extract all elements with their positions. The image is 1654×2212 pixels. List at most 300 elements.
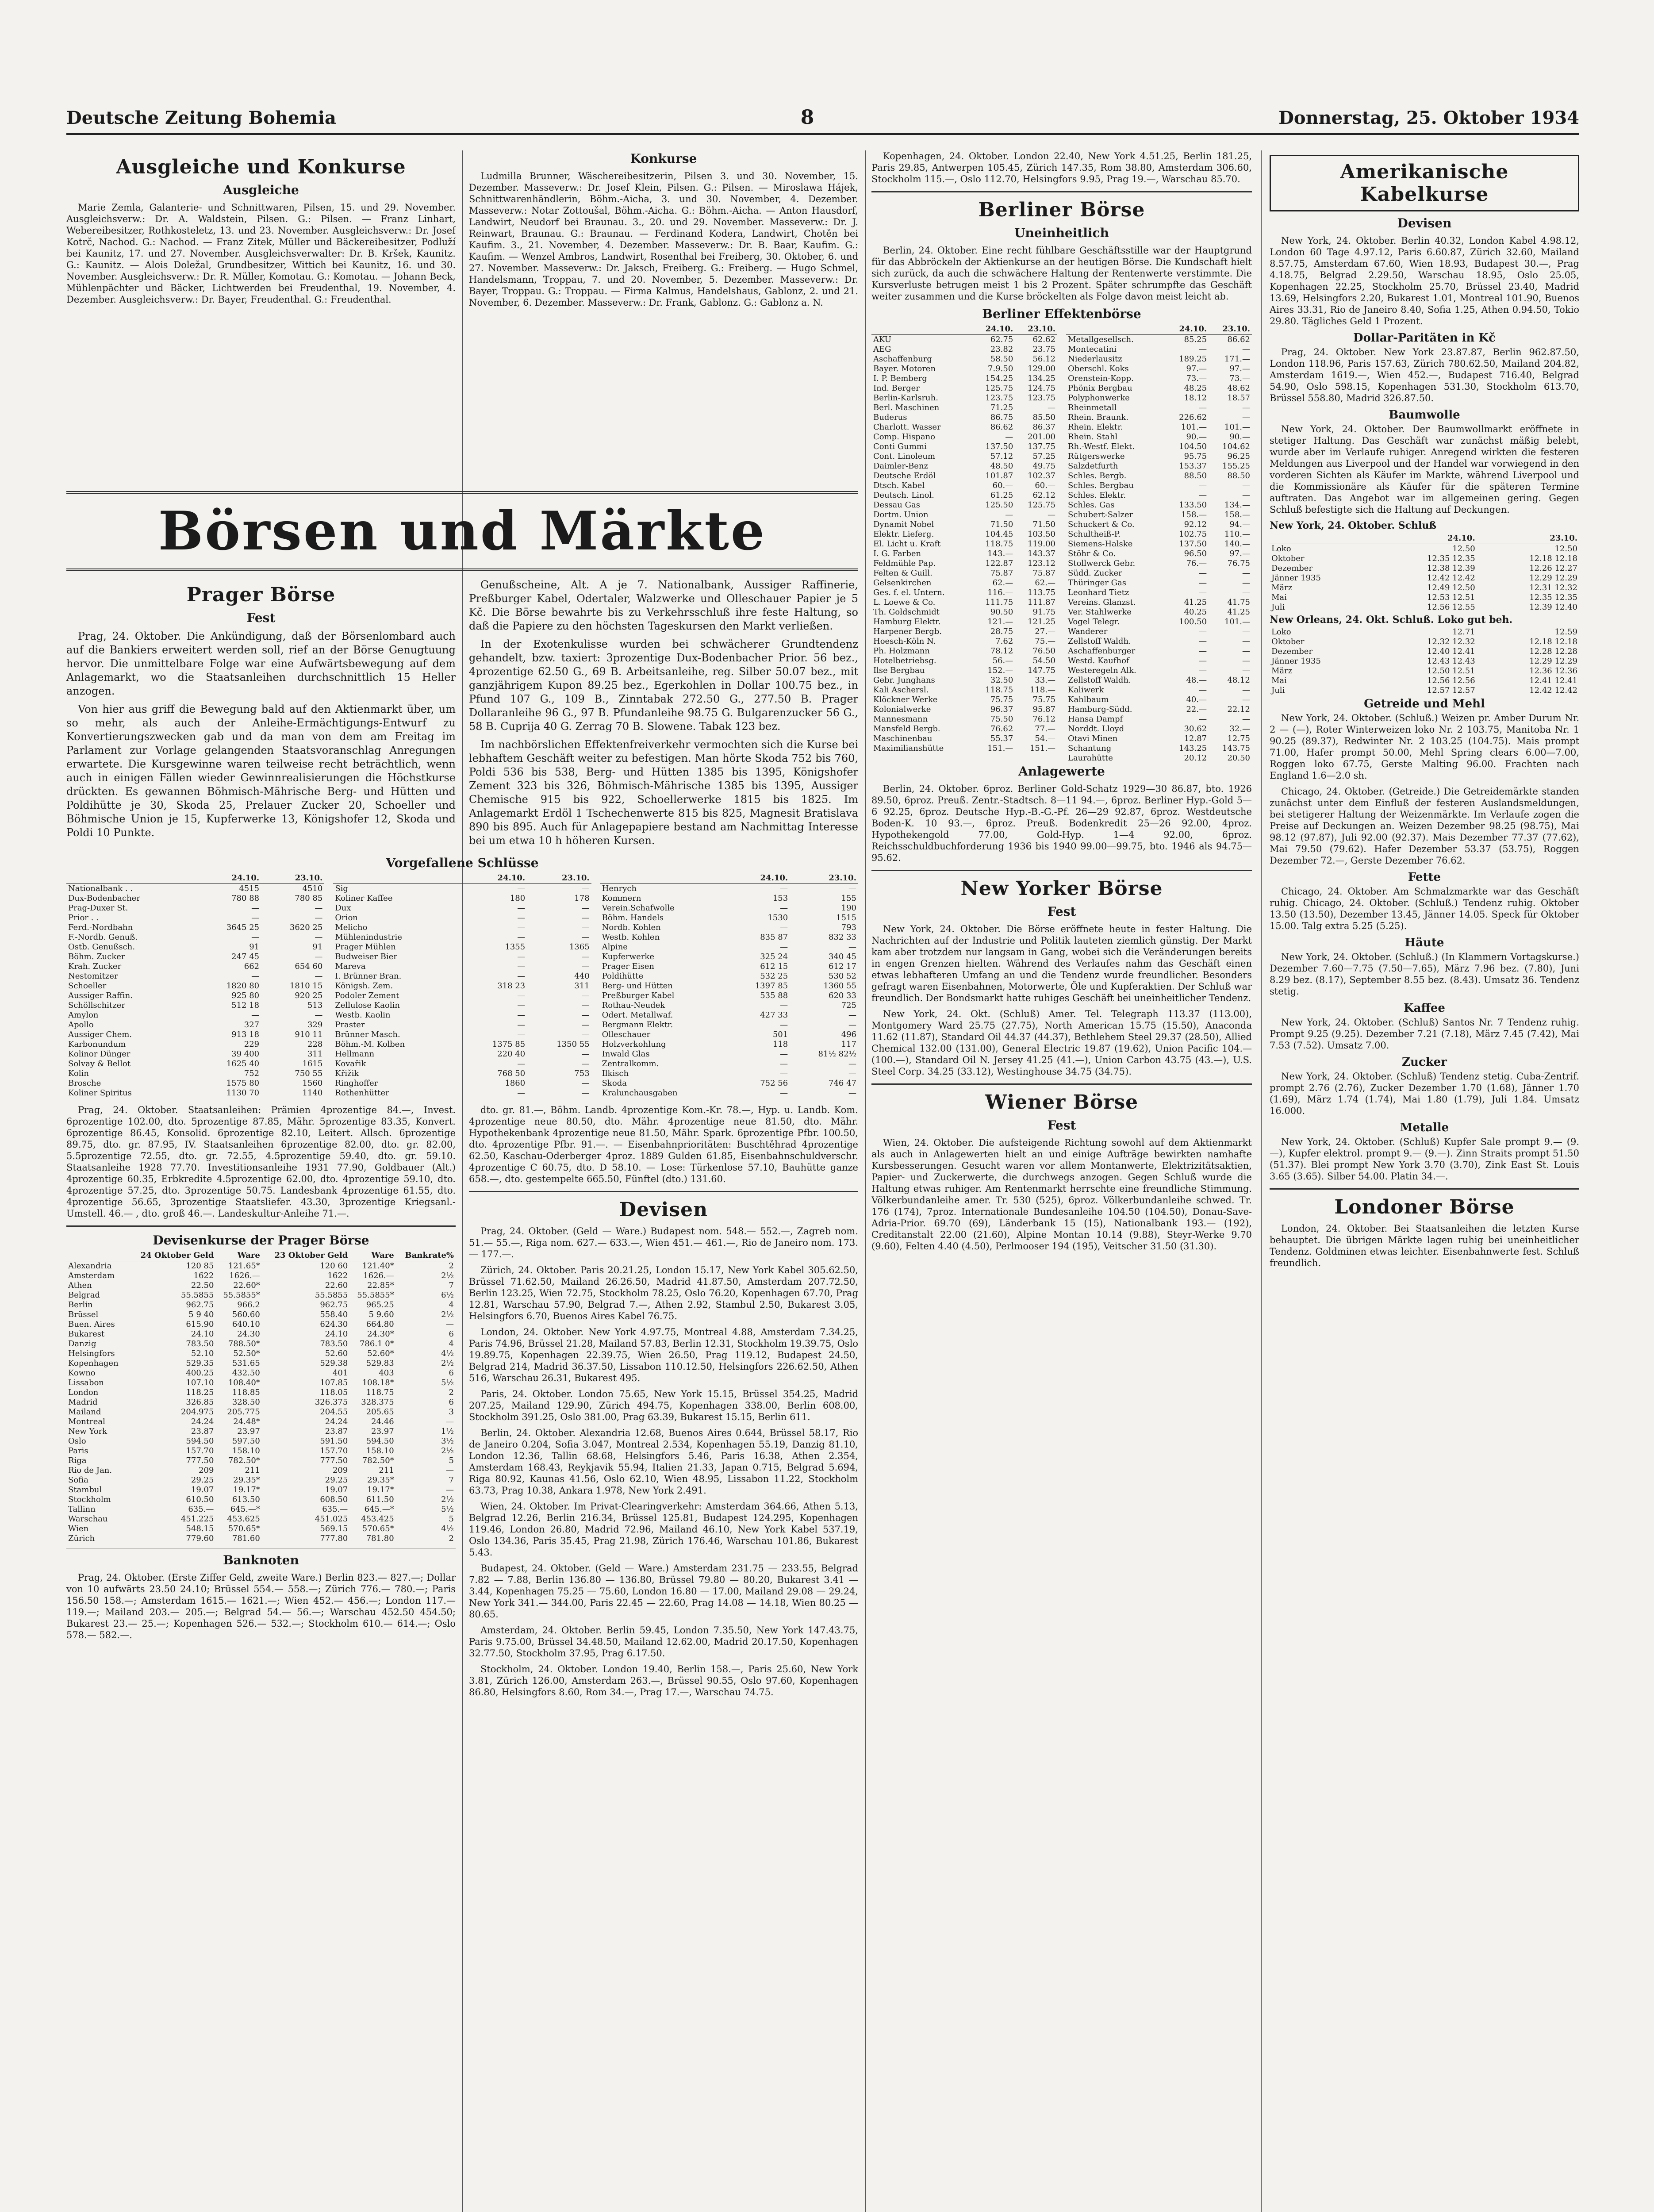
table-cell: 529.83 [366, 1359, 394, 1368]
table-cell: — [1199, 627, 1207, 636]
table-cell: 153 [772, 894, 788, 903]
table-cell: — [780, 1049, 788, 1059]
table-cell: Sig [335, 884, 348, 893]
table-cell: 137.50 [1179, 539, 1207, 549]
table-cell: 209 [332, 1466, 348, 1475]
table-cell: 118.75 [366, 1388, 394, 1397]
table-row [871, 685, 1057, 695]
table-cell: Maximilianshütte [873, 744, 944, 753]
table-cell: 107.10 [186, 1378, 214, 1387]
table-cell: — [1242, 685, 1250, 695]
table-row [871, 413, 1057, 422]
table-cell: 118.— [1029, 685, 1055, 695]
table-cell: Kolonialwerke [873, 705, 931, 714]
table-cell: 134.25 [1028, 374, 1055, 383]
table-row [333, 933, 591, 942]
table-header-row [1066, 324, 1252, 335]
table-cell: 78.12 [990, 646, 1013, 656]
table-cell: 12.36 12.36 [1529, 666, 1577, 676]
table-cell: — [315, 913, 323, 922]
table-row [600, 1079, 858, 1088]
table-cell: Westb. Kohlen [602, 933, 660, 942]
table-cell: Königsh. Zem. [335, 981, 393, 991]
table-cell: Helsingfors [68, 1349, 115, 1358]
table-cell: 97.— [1229, 549, 1250, 558]
table-cell: 1140 [302, 1088, 323, 1098]
table-cell: 88.50 [1184, 471, 1207, 480]
table-cell: Belgrad [68, 1290, 100, 1300]
table-header-cell [600, 873, 730, 884]
table-cell: Stollwerck Gebr. [1068, 559, 1136, 568]
table-row [600, 1001, 858, 1010]
table-cell: 570.65* [362, 1524, 394, 1533]
table-cell: 1626.— [229, 1271, 260, 1280]
table-cell: 110.— [1224, 530, 1250, 539]
table-cell: 610.50 [186, 1495, 214, 1504]
table-cell: — [780, 1020, 788, 1029]
table-cell: L. Loewe & Co. [873, 598, 936, 607]
table-cell: Nordb. Kohlen [602, 923, 661, 932]
table-row [1066, 676, 1252, 685]
table-cell: Dux [335, 903, 351, 913]
table-row [600, 1049, 858, 1059]
table-cell: — [517, 991, 526, 1000]
table-cell: I. Brünner Bran. [335, 972, 402, 981]
table-cell: 624.30 [320, 1320, 348, 1329]
table-cell: 86.62 [1227, 335, 1250, 344]
column-rule [865, 150, 866, 2212]
table-cell: März [1271, 583, 1293, 592]
table-cell: 95.75 [1184, 452, 1207, 461]
table-cell: Karbonundum [68, 1040, 126, 1049]
table-cell: 1622 [327, 1271, 348, 1280]
table-header-cell [871, 324, 973, 335]
table-row [66, 1388, 456, 1398]
table-cell: 228 [307, 1040, 323, 1049]
table-row [600, 1010, 858, 1020]
article-prager-4: In der Exotenkulisse wurden bei schwächerer Grundtendenz gehandelt, bzw. taxiert: 3prozentige Dux-Bodenbacher Prior. 56 bez., 4prozentige 62.50 G., 69 B. Arbeitsanleihe, reg. Silber 50.07 bez., mit ganzjährigem Kupon 89.25 bez., Egerkohlen in Dollar 100.75 bez., in Pfund 107 G., 109 B., Zinntabak 272.50 G., 277.50 B. Prager Dollaranleihe 96 G., 97 B. Pfundanleihe 98.75 G. Bulgarenzucker 56 G., 58 B. Cuprija 40 G. Zerrag 70 B. Slowene. Tabak 123 bez. [469, 638, 858, 733]
table-header-cell: 23.10. [261, 873, 324, 884]
table-row [66, 884, 324, 894]
table-cell: 158.— [1181, 510, 1207, 519]
table-cell: 107.85 [320, 1378, 348, 1387]
table-row [1066, 714, 1252, 724]
table-cell: Poldihütte [602, 972, 644, 981]
table-row [333, 1040, 591, 1049]
table-cell: 401 [332, 1368, 348, 1378]
table-cell: 12.87 [1184, 734, 1207, 743]
table-cell: 57.25 [1032, 452, 1055, 461]
table-row [1066, 345, 1252, 354]
table-cell: 453.625 [227, 1514, 260, 1524]
table-cell: 782.50* [362, 1456, 394, 1465]
table-row [600, 1030, 858, 1040]
article-newyork-kurse: New York, 24. Okt. (Schluß) Amer. Tel. Telegraph 113.37 (113.00), Montgomery Ward 25.75 (27.75), North American 15.75 (15.50), Anaconda 11.62 (11.87), Standard Oil 44.37 (44.37), Bethlehem Steel 29.37 (28.50), Allied Chemical 132.00 (131.00), General Electric 19.87 (19.62), Union Pacific 104.— (100.—), Standard Oil N. Jersey 41.25 (41.—), Union Carbon 43.75 (43.—), U.S. Steel Corp. 34.25 (33.12), Westinghouse 34.75 (34.75). [871, 1009, 1252, 1077]
table-cell: 62.— [1035, 578, 1055, 588]
table-row [600, 923, 858, 933]
table-cell: — [848, 1069, 856, 1078]
table-cell: 3 [449, 1407, 454, 1417]
table-cell: 4½ [441, 1349, 454, 1358]
table-cell: — [1199, 637, 1207, 646]
table-cell: 529.35 [186, 1359, 214, 1368]
table-cell: Buderus [873, 413, 907, 422]
table-row [333, 981, 591, 991]
table-cell: Hamburg-Südd. [1068, 705, 1132, 714]
table-cell: 752 [244, 1069, 260, 1078]
table-row [871, 617, 1057, 627]
table-row [66, 1456, 456, 1466]
table-cell: — [581, 903, 590, 913]
table-cell: 55.5855 [315, 1290, 348, 1300]
table-row [66, 1310, 456, 1320]
table-cell: — [581, 991, 590, 1000]
table-cell: — [1242, 403, 1250, 412]
table-cell: 6 [449, 1329, 454, 1339]
table-header-row [66, 873, 324, 884]
table-cell: 102.75 [1179, 530, 1207, 539]
table-cell: 58.50 [990, 354, 1013, 364]
table-cell: — [251, 972, 260, 981]
prager-boerse-right [469, 578, 858, 852]
article-haeute: New York, 24. Oktober. (Schluß.) (In Klammern Vortagskurse.) Dezember 7.60—7.75 (7.50—7.65), März 7.96 bez. (7.80), Juni 8.29 bez. (8.17), September 8.55 bez. (8.43). Umsatz 36. Tendenz stetig. [1270, 952, 1579, 997]
table-cell: 12.53 12.51 [1427, 593, 1475, 602]
table-cell: Zentralkomm. [602, 1059, 659, 1068]
dollar-title: Dollar-Paritäten in Kč [1353, 331, 1496, 345]
table-cell: — [848, 884, 856, 893]
table-row [1066, 568, 1252, 578]
table-header-row [333, 873, 591, 884]
table-cell: London [68, 1388, 99, 1397]
table-cell: Böhm.-M. Kolben [335, 1040, 405, 1049]
table-cell: — [581, 1010, 590, 1020]
table-cell: Rothau-Neudek [602, 1001, 665, 1010]
table-cell: 645.—* [230, 1505, 260, 1514]
table-cell: Juli [1271, 686, 1285, 695]
table-cell: 12.35 12.35 [1529, 593, 1577, 602]
table-cell: Schoeller [68, 981, 107, 991]
table-cell: Amylon [68, 1010, 99, 1020]
table-cell: 60.— [1035, 481, 1055, 490]
table-row [66, 1359, 456, 1368]
table-cell: Ilse Bergbau [873, 666, 925, 675]
effekten-title: Berliner Effektenbörse [982, 307, 1141, 321]
table-cell: 5½ [441, 1505, 454, 1514]
table-cell: 122.87 [985, 559, 1013, 568]
table-cell: — [780, 1069, 788, 1078]
table-cell: 119.00 [1028, 539, 1055, 549]
table-cell: 2½ [441, 1495, 454, 1504]
table-cell: 48.50 [990, 461, 1013, 471]
table-cell: — [517, 1088, 526, 1098]
table-cell: 81½ 82½ [818, 1049, 856, 1059]
kaffee-title: Kaffee [1404, 1002, 1445, 1015]
table-cell: 1820 80 [226, 981, 260, 991]
table-row [1270, 686, 1579, 695]
bw-table-title: New York, 24. Oktober. Schluß [1270, 520, 1437, 531]
section-sub-prager: Fest [246, 611, 276, 625]
table-row [1066, 335, 1252, 345]
table-cell: 143.75 [1222, 744, 1250, 753]
table-cell: 189.25 [1179, 354, 1207, 364]
table-row [66, 1059, 324, 1069]
table-cell: 781.80 [366, 1534, 394, 1543]
table-cell: 3620 25 [289, 923, 323, 932]
table-cell: — [1242, 656, 1250, 665]
table-row [333, 1030, 591, 1040]
table-cell: 1375 85 [492, 1040, 526, 1049]
table-cell: Buen. Aires [68, 1320, 115, 1329]
table-cell: 24.10 [325, 1329, 348, 1339]
table-cell: Nationalbank . . [68, 884, 133, 893]
lower-left [66, 1104, 456, 1702]
table-cell: Solvay & Bellot [68, 1059, 130, 1068]
fette-title: Fette [1408, 871, 1441, 884]
table-header-cell: Bankrate% [396, 1250, 456, 1261]
table-cell: Hotelbetriebsg. [873, 656, 936, 665]
table-row [66, 1079, 324, 1088]
table-cell: Oberschl. Koks [1068, 364, 1129, 373]
table-cell: 155.25 [1222, 461, 1250, 471]
table-row [600, 884, 858, 894]
table-cell: 180 [510, 894, 526, 903]
table-cell: 328.50 [232, 1398, 260, 1407]
table-cell: 41.25 [1184, 598, 1207, 607]
table-cell: Th. Goldschmidt [873, 607, 940, 617]
table-vorgefallene-c [600, 873, 858, 1098]
table-cell: Skoda [602, 1079, 627, 1088]
table-cell: 90.— [1186, 432, 1207, 442]
table-cell: — [251, 903, 260, 913]
table-cell: Prager Mühlen [335, 942, 396, 952]
table-cell: 28.75 [990, 627, 1013, 636]
table-cell: Berg- und Hütten [602, 981, 673, 991]
table-cell: 24.30* [367, 1329, 394, 1339]
table-cell: 12.49 12.50 [1427, 583, 1475, 592]
table-cell: Alpine [602, 942, 628, 952]
table-cell: Phönix Bergbau [1068, 384, 1132, 393]
table-cell: — [1242, 714, 1250, 724]
table-cell: Aschaffenburger [1068, 646, 1136, 656]
table-row [1066, 539, 1252, 549]
table-cell: 121.40* [362, 1261, 394, 1271]
table-cell: 12.29 12.29 [1529, 657, 1577, 666]
table-cell: Rothenhütter [335, 1088, 389, 1098]
table-cell: 4515 [239, 884, 260, 893]
haeute-title: Häute [1405, 936, 1444, 949]
table-cell: 158.10 [366, 1446, 394, 1455]
table-row [600, 913, 858, 923]
table-cell: 62.75 [990, 335, 1013, 344]
section-title-devisen: Devisen [619, 1198, 708, 1221]
table-cell: 91 [249, 942, 260, 952]
table-cell: 12.42 12.42 [1427, 573, 1475, 583]
table-cell: 725 [841, 1001, 856, 1010]
table-devisenkurse [66, 1250, 456, 1544]
table-row [66, 894, 324, 903]
table-row [1270, 593, 1579, 603]
table-cell: 140.— [1224, 539, 1250, 549]
table-cell: Dezember [1271, 647, 1313, 656]
table-row [1270, 544, 1579, 554]
table-row [1066, 656, 1252, 666]
table-header-cell [333, 873, 462, 884]
table-cell: 157.70 [186, 1446, 214, 1455]
section-title-wiener: Wiener Börse [985, 1091, 1139, 1114]
table-cell: Inwald Glas [602, 1049, 650, 1059]
table-cell: 75.75 [1032, 695, 1055, 704]
table-cell: 12.26 12.27 [1529, 564, 1577, 573]
table-cell: — [848, 1088, 856, 1098]
table-cell: 56.12 [1032, 354, 1055, 364]
section-sub-berliner: Uneinheitlich [1014, 226, 1109, 240]
table-cell: 32.— [1229, 724, 1250, 733]
table-cell: — [581, 1049, 590, 1059]
table-cell: Oktober [1271, 637, 1305, 646]
table-cell: Daimler-Benz [873, 461, 929, 471]
table-cell: Kupferwerke [602, 952, 654, 961]
table-cell: 111.87 [1028, 598, 1055, 607]
table-cell: — [517, 952, 526, 961]
table-cell: 835 87 [760, 933, 788, 942]
table-cell: 2 [449, 1388, 454, 1397]
table-cell: 209 [199, 1466, 214, 1475]
article-baumwolle: New York, 24. Oktober. Der Baumwollmarkt eröffnete in stetiger Haltung. Das Geschäft war zunächst mäßig belebt, wurde aber im Verlaufe ruhiger. Anregend wirkten die festeren Meldungen aus Liverpool und der Handel war vorwiegend in den vorderen Sichten als Käufer im Markte, während Liverpool und die Kommissionäre als Käufer für die späteren Termine auftraten. Das Angebot war im allgemeinen gering. Gegen Schluß befestigte sich die Haltung auf Deckungen. [1270, 424, 1579, 515]
table-row [871, 607, 1057, 617]
table-row [871, 734, 1057, 744]
table-cell: 12.75 [1227, 734, 1250, 743]
article-prager-5: Im nachbörslichen Effektenfreiverkehr vermochten sich die Kurse bei lebhaftem Geschäft weiter zu befestigen. Man hörte Skoda 752 bis 760, Poldi 536 bis 538, Berg- und Hütten 1385 bis 1395, Königshofer Zement 323 bis 326, Böhmisch-Mährische 1385 bis 1395, Aussiger Chemische 915 bis 922, Schoellerwerke 1815 bis 1825. Im Anlagemarkt Erdöl 1 Tschechenwerte 815 bis 825, Magnesit Bratislava 890 bis 895. Auch für Anlagepapiere bestand am Nachmittag Interesse bei um etwa 10 h höheren Kursen. [469, 738, 858, 847]
table-cell: 123.12 [1028, 559, 1055, 568]
table-cell: Krah. Zucker [68, 962, 122, 971]
table-cell: 920 25 [295, 991, 323, 1000]
table-row [1270, 647, 1579, 657]
table-row [1066, 724, 1252, 734]
table-row [333, 1049, 591, 1059]
table-cell: — [780, 1088, 788, 1098]
table-cell: 61.25 [990, 491, 1013, 500]
table-baumwolle-no [1270, 627, 1579, 695]
table-cell: 96.37 [990, 705, 1013, 714]
table-cell: 134.— [1224, 500, 1250, 510]
table-cell: 33.— [1035, 676, 1055, 685]
table-cell: 118.25 [186, 1388, 214, 1397]
table-row [1066, 666, 1252, 676]
table-row [871, 432, 1057, 442]
table-cell: Odert. Metallwaf. [602, 1010, 673, 1020]
table-cell: Riga [68, 1456, 87, 1465]
divider [1270, 1188, 1579, 1190]
table-row [871, 500, 1057, 510]
table-cell: 54.50 [1032, 656, 1055, 665]
table-cell: Warschau [68, 1514, 108, 1524]
table-cell: — [1242, 666, 1250, 675]
table-cell: 120 85 [186, 1261, 214, 1271]
table-row [66, 913, 324, 923]
table-row [1270, 666, 1579, 676]
table-cell: 1575 80 [226, 1079, 260, 1088]
table-cell: Praster [335, 1020, 365, 1029]
table-cell: Dezember [1271, 564, 1313, 573]
article-anlagewerte: Berlin, 24. Oktober. 6proz. Berliner Gold-Schatz 1929—30 86.87, bto. 1926 89.50, 6proz. Preuß. Zentr.-Stadtsch. 8—11 94.—, 6proz. Berliner Hyp.-Gold 5—6 92.25, 6proz. Deutsche Hyp.-B.-G.-Pf. 26—29 92.87, 6proz. Westdeutsche Boden-K. 10 93.—, 6proz. Preuß. Bodenkredit 25—26 92.00, 4proz. Hypothekengold 77.00, Gold-Hyp. 1—4 92.00, 6proz. Reichsschuldbuchforderung 1936 bis 1940 99.00—99.75, bto. 1946 als 94.75—95.62. [871, 783, 1252, 863]
table-cell: 48.62 [1227, 384, 1250, 393]
table-row [600, 952, 858, 962]
table-cell: — [581, 952, 590, 961]
table-cell: 777.50 [186, 1456, 214, 1465]
table-row [871, 637, 1057, 646]
table-cell: 76.62 [990, 724, 1013, 733]
table-cell: 118.75 [985, 685, 1013, 695]
table-row [333, 1010, 591, 1020]
table-row [1066, 646, 1252, 656]
table-cell: 12.71 [1452, 627, 1475, 637]
table-row [871, 403, 1057, 413]
table-cell: — [581, 1059, 590, 1068]
table-cell: 910 11 [295, 1030, 323, 1039]
table-cell: Bayer. Motoren [873, 364, 936, 373]
table-cell: 451.225 [180, 1514, 214, 1524]
article-banknoten: Prag, 24. Oktober. (Erste Ziffer Geld, zweite Ware.) Berlin 823.— 827.—; Dollar von 10 aufwärts 23.50 24.10; Brüssel 554.— 558.—; Zürich 776.— 780.—; Paris 156.50 158.—; Amsterdam 1615.— 1621.—; Wien 452.— 456.—; London 117.— 119.—; Mailand 203.— 205.—; Belgrad 54.— 56.—; Warschau 452.50 454.50; Bukarest 23.— 25.—; Kopenhagen 526.— 532.—; Stockholm 610.— 614.—; Oslo 578.— 582.—. [66, 1572, 456, 1640]
article-kaffee: New York, 24. Oktober. (Schluß) Santos Nr. 7 Tendenz ruhig. Prompt 9.25 (9.25). Dezember 7.21 (7.18), März 7.45 (7.42), Mai 7.53 (7.52). Umsatz 7.00. [1270, 1017, 1579, 1051]
table-row [871, 335, 1057, 345]
table-cell: El. Licht u. Kraft [873, 539, 941, 549]
article-wiener: Wien, 24. Oktober. Die aufsteigende Richtung sowohl auf dem Aktienmarkt als auch in Anlagewerten hielt an und einige Aufträge bewirkten namhafte Kursbesserungen. Gesucht waren vor allem Montanwerte, Elektrizitätsaktien, Papier- und Zuckerwerte, die durchwegs anzogen. Gegen Schluß wurde die Haltung etwas ruhiger. Am Rentenmarkt herrschte eine freundliche Stimmung. Völkerbundanleihe amer. Tr. 530 (525), 6proz. Völkerbundanleihe schwed. Tr. 176 (174), 7proz. Internationale Bundesanleihe 104.50 (104.50), Donau-Save-Adria-Prior. 69.70 (69), Länderbank 15 (15), Nationalbank 193.— (192), Creditanstalt 22.00 (21.60), Alpine Montan 10.14 (9.88), Steyr-Werke 9.70 (9.60), Felten 4.40 (4.50), Perlmooser 194 (195), Veitscher 31.50 (31.30). [871, 1137, 1252, 1252]
table-cell: Maschinenbau [873, 734, 933, 743]
table-cell: 111.75 [985, 598, 1013, 607]
table-cell: Alexandria [68, 1261, 112, 1271]
table-cell: — [1242, 413, 1250, 422]
table-cell: 6½ [441, 1290, 454, 1300]
table-cell: — [1242, 695, 1250, 704]
table-cell: 226.62 [1179, 413, 1207, 422]
table-cell: 158.— [1224, 510, 1250, 519]
table-row [1066, 695, 1252, 705]
table-cell: 913 18 [231, 1030, 260, 1039]
table-cell: 103.50 [1028, 530, 1055, 539]
table-cell: Ostb. Genußsch. [68, 942, 135, 952]
table-cell: 7.9.50 [988, 364, 1013, 373]
section-sub-wiener: Fest [1047, 1118, 1076, 1133]
table-cell: 12.29 12.29 [1529, 573, 1577, 583]
table-cell: 91.75 [1032, 607, 1055, 617]
table-cell: 49.75 [1032, 461, 1055, 471]
table-cell: 104.45 [985, 530, 1013, 539]
table-row [1066, 705, 1252, 714]
table-row [333, 923, 591, 933]
table-cell: Zellstoff Waldh. [1068, 676, 1131, 685]
table-row [66, 1020, 324, 1030]
table-cell: 137.50 [985, 442, 1013, 451]
table-cell: Laurahütte [1068, 753, 1113, 763]
table-row [600, 1088, 858, 1098]
table-cell: Mannesmann [873, 714, 928, 724]
table-cell: 73.— [1186, 374, 1207, 383]
table-cell: Berlin-Karlsruh. [873, 393, 938, 403]
table-cell: Melicho [335, 923, 368, 932]
table-row [1066, 422, 1252, 432]
table-cell: 501 [772, 1030, 788, 1039]
table-cell: 88.50 [1227, 471, 1250, 480]
table-cell: 91 [312, 942, 323, 952]
table-cell: Rhein. Elektr. [1068, 422, 1123, 432]
table-cell: März [1271, 666, 1293, 676]
table-cell: Ringhoffer [335, 1079, 378, 1088]
table-cell: Lissabon [68, 1378, 104, 1387]
table-header-row [66, 1250, 456, 1261]
table-cell: Rhein. Stahl [1068, 432, 1118, 442]
table-cell: 123.75 [985, 393, 1013, 403]
table-row [66, 1417, 456, 1427]
